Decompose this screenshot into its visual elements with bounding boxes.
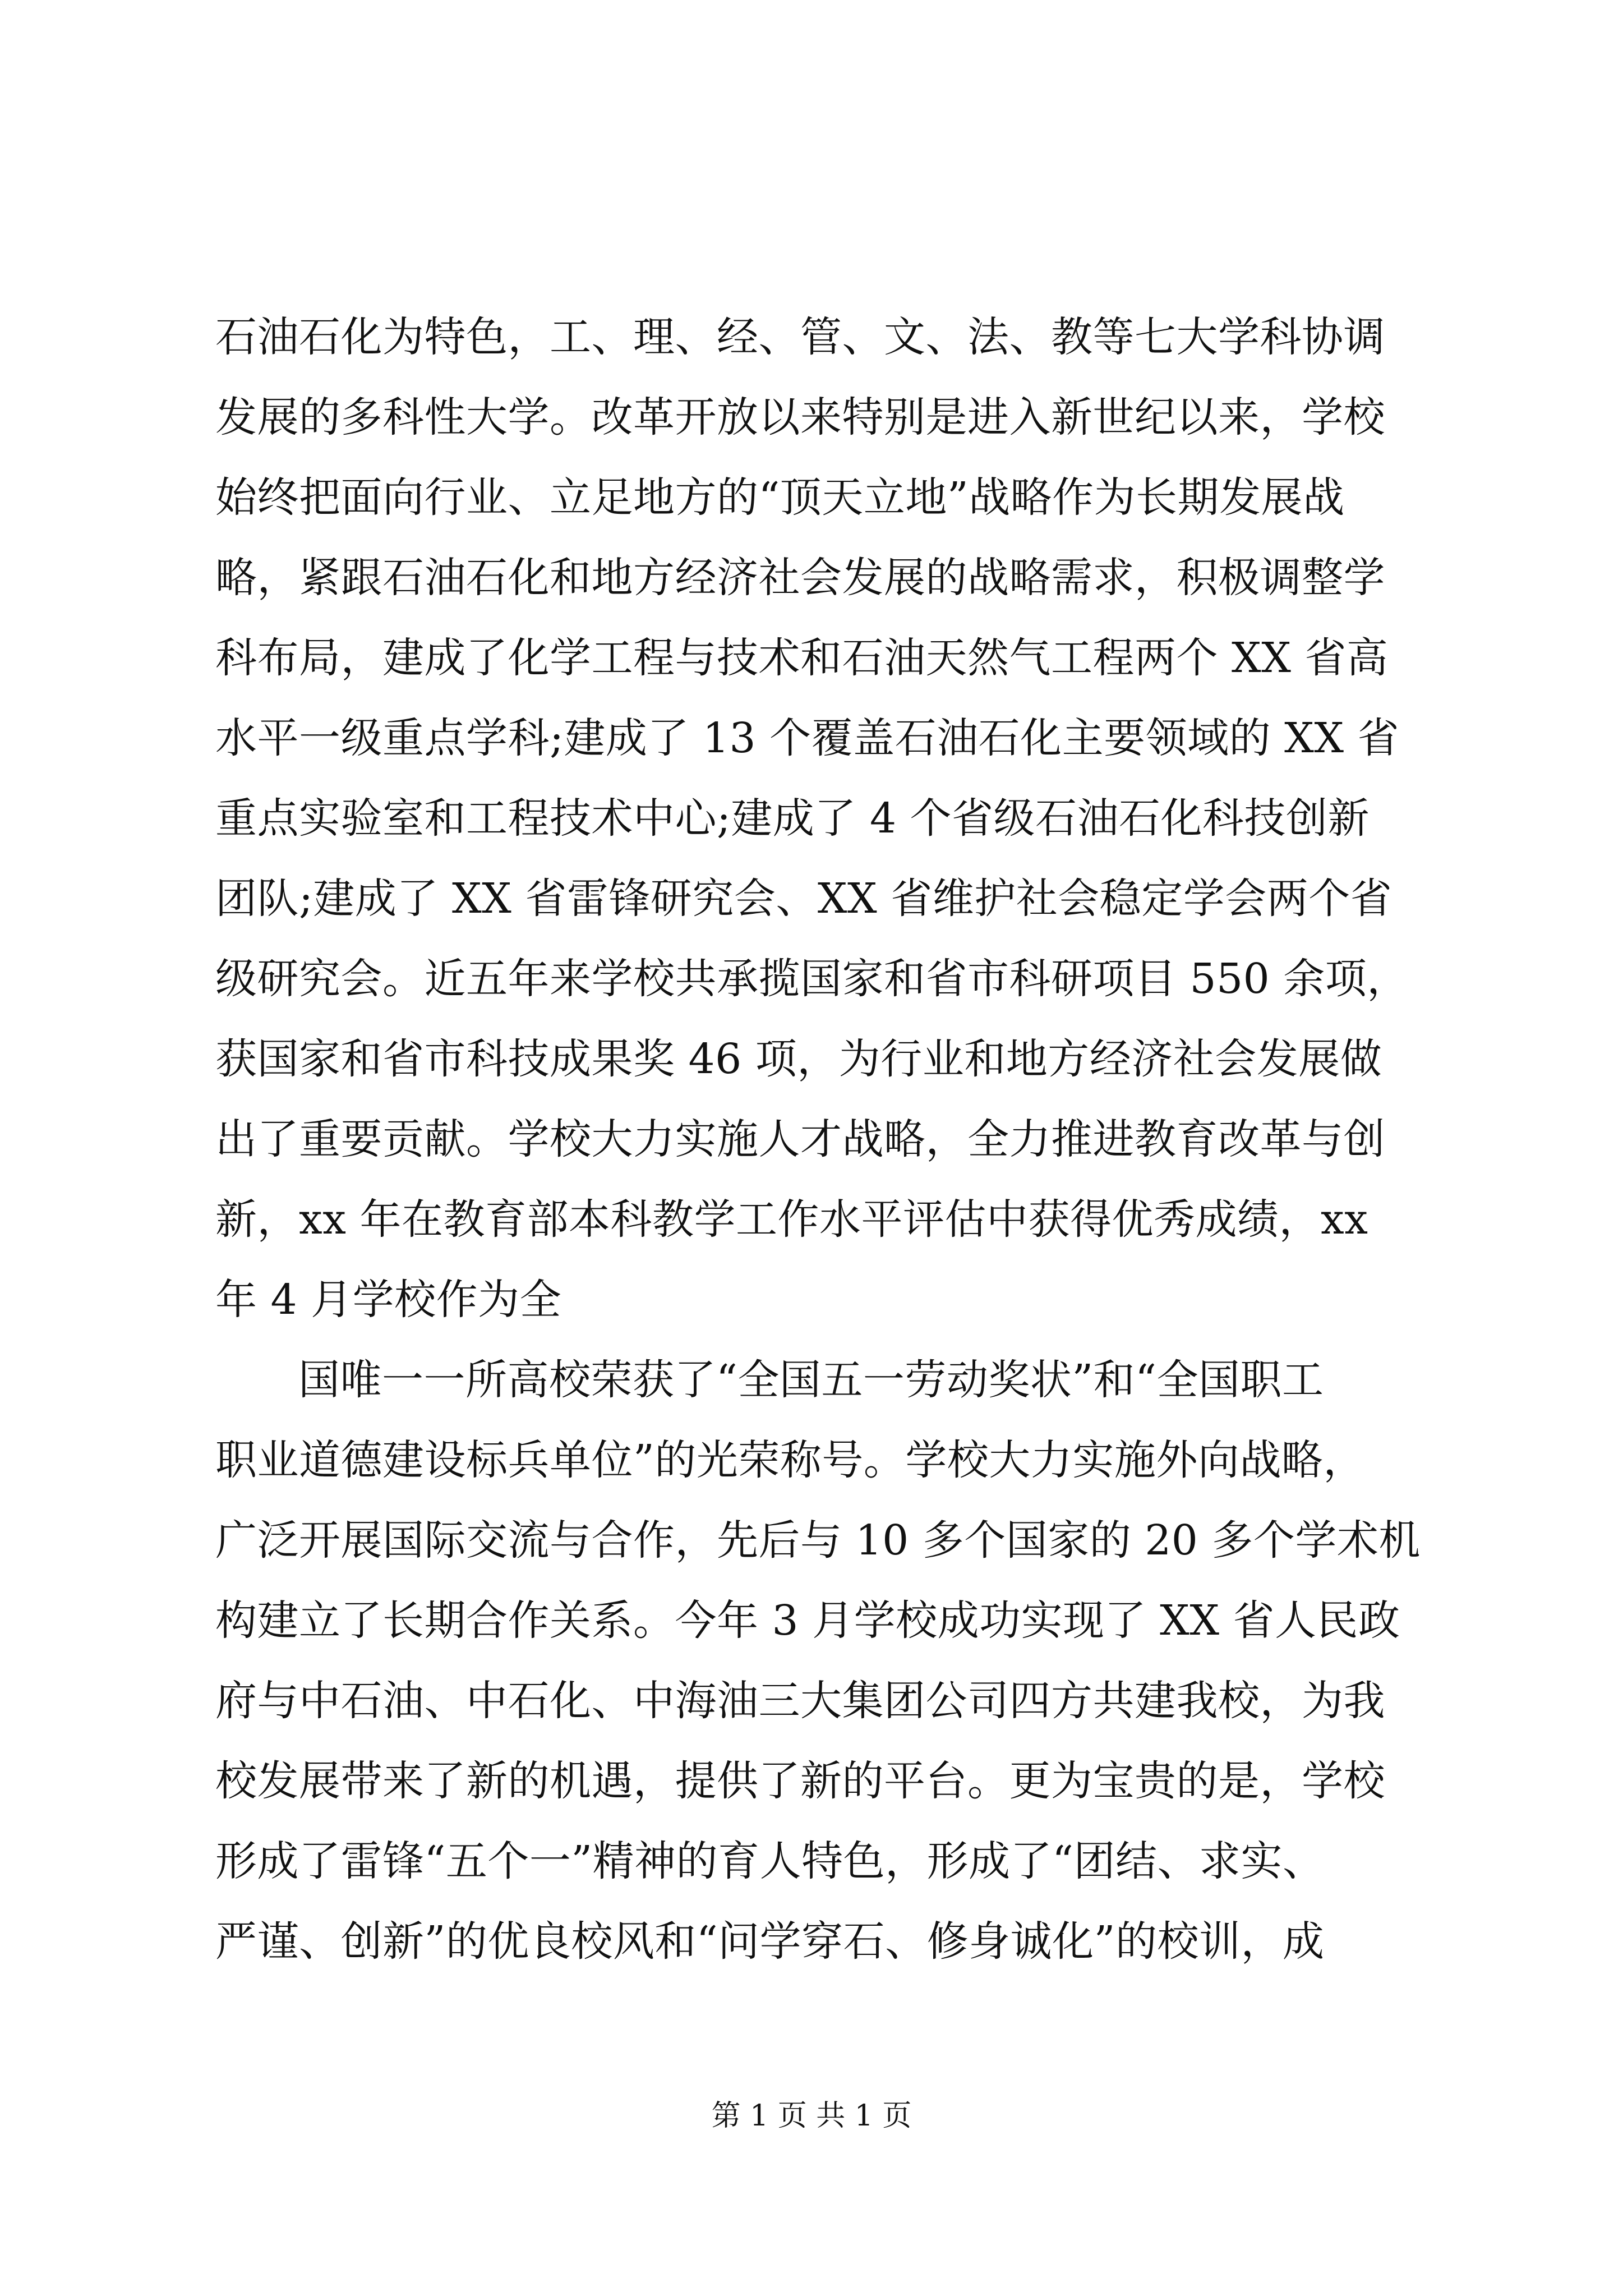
text-line: 广泛开展国际交流与合作，先后与 10 多个国家的 20 多个学术机 xyxy=(215,1516,1421,1565)
text-line: 团队;建成了 XX 省雷锋研究会、XX 省维护社会稳定学会两个省 xyxy=(215,875,1393,923)
text-line: 始终把面向行业、立足地方的“顶天立地”战略作为长期发展战 xyxy=(215,473,1345,522)
text-line: 发展的多科性大学。改革开放以来特别是进入新世纪以来，学校 xyxy=(215,393,1385,441)
paragraph-1 xyxy=(215,297,1415,1340)
text-line: 水平一级重点学科;建成了 13 个覆盖石油石化主要领域的 XX 省 xyxy=(215,714,1400,762)
text-line: 石油石化为特色，工、理、经、管、文、法、教等七大学科协调 xyxy=(215,313,1385,361)
text-line: 出了重要贡献。学校大力实施人才战略，全力推进教育改革与创 xyxy=(215,1115,1385,1163)
text-line: 新，xx 年在教育部本科教学工作水平评估中获得优秀成绩，xx xyxy=(215,1195,1368,1244)
text-line: 略，紧跟石油石化和地方经济社会发展的战略需求，积极调整学 xyxy=(215,554,1385,602)
text-line: 严谨、创新”的优良校风和“问学穿石、修身诚化”的校训，成 xyxy=(215,1917,1325,1966)
text-line: 获国家和省市科技成果奖 46 项，为行业和地方经济社会发展做 xyxy=(215,1035,1382,1083)
text-line: 科布局，建成了化学工程与技术和石油天然气工程两个 XX 省高 xyxy=(215,634,1389,682)
paragraph-2 xyxy=(215,1340,1421,1982)
text-line: 职业道德建设标兵单位”的光荣称号。学校大力实施外向战略， xyxy=(215,1436,1365,1484)
text-line: 府与中石油、中石化、中海油三大集团公司四方共建我校，为我 xyxy=(215,1677,1385,1725)
text-line: 级研究会。近五年来学校共承揽国家和省市科研项目 550 余项， xyxy=(215,955,1409,1003)
text-line: 校发展带来了新的机遇，提供了新的平台。更为宝贵的是，学校 xyxy=(215,1757,1385,1805)
document-body xyxy=(215,297,1421,1982)
text-line: 重点实验室和工程技术中心;建成了 4 个省级石油石化科技创新 xyxy=(215,794,1370,843)
page-number-footer: 第 1 页 共 1 页 xyxy=(711,2099,912,2133)
text-line: 构建立了长期合作关系。今年 3 月学校成功实现了 XX 省人民政 xyxy=(215,1596,1400,1645)
text-line: 形成了雷锋“五个一”精神的育人特色，形成了“团结、求实、 xyxy=(215,1837,1325,1885)
text-line: 年 4 月学校作为全 xyxy=(215,1276,562,1324)
text-line: 国唯一一所高校荣获了“全国五一劳动奖状”和“全国职工 xyxy=(298,1356,1324,1404)
